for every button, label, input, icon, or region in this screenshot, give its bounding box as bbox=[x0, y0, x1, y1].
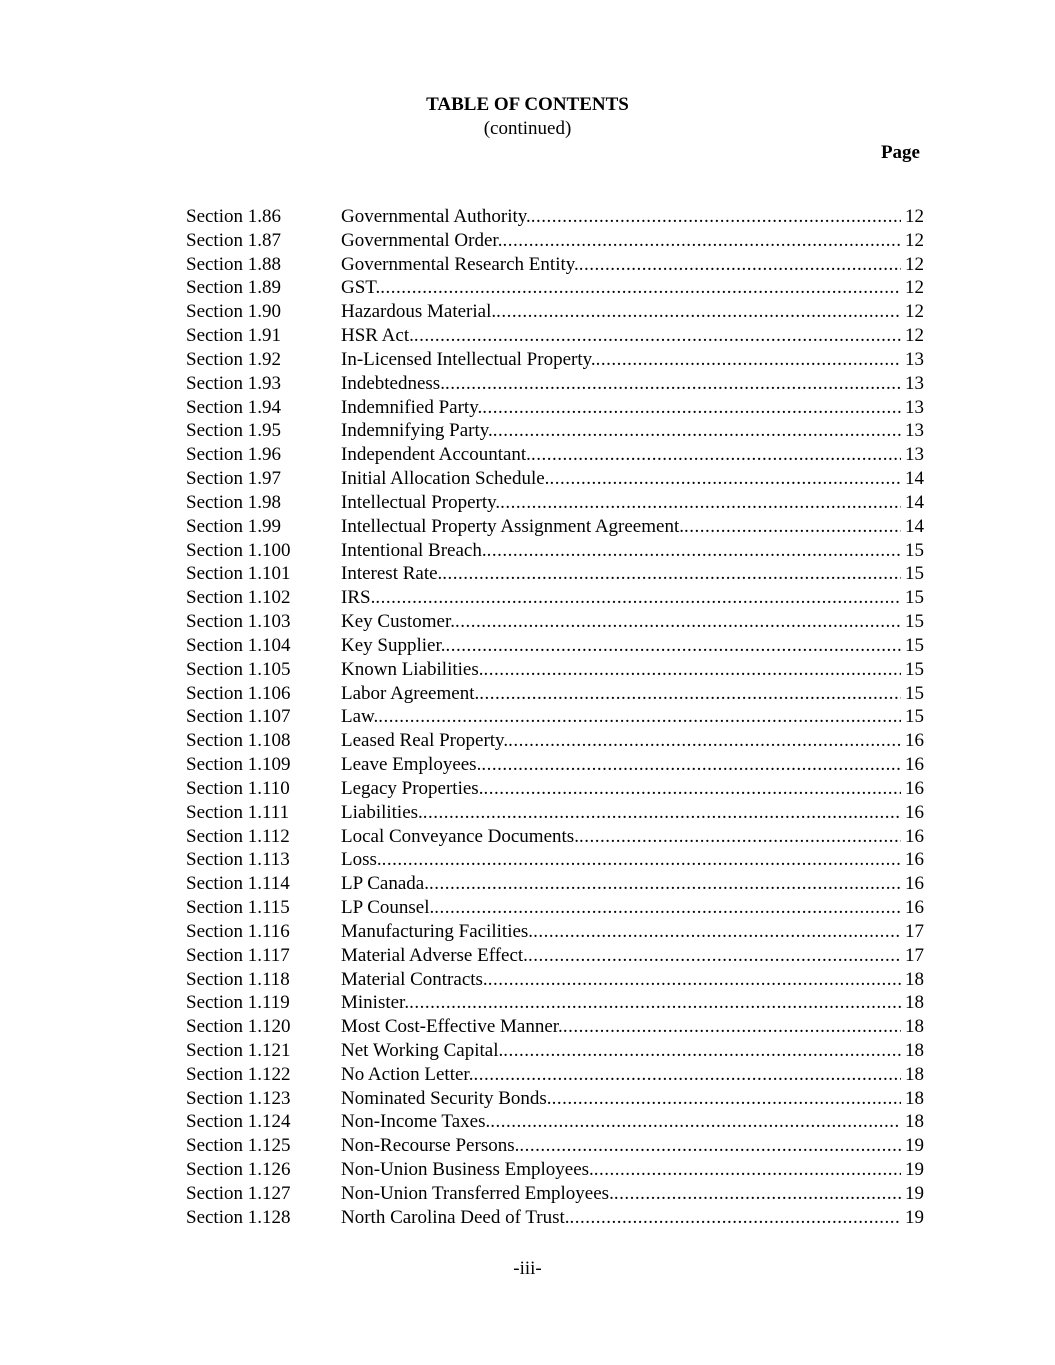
toc-entry-title: GST. bbox=[341, 277, 381, 299]
toc-entry bbox=[186, 1206, 924, 1230]
toc-entry-body bbox=[341, 586, 924, 610]
toc-entry bbox=[186, 348, 924, 372]
toc-page-number: 14 bbox=[905, 491, 924, 513]
toc-entry-title: In-Licensed Intellectual Property. bbox=[341, 348, 596, 370]
toc-section-number: Section 1.100 bbox=[186, 539, 291, 561]
toc-entry bbox=[186, 253, 924, 277]
toc-page-number: 16 bbox=[905, 849, 924, 871]
toc-dot-leader bbox=[483, 777, 901, 801]
toc-dot-leader bbox=[445, 372, 901, 396]
toc-entry-body bbox=[341, 348, 924, 372]
toc-entry-body bbox=[341, 491, 924, 515]
toc-entry-body bbox=[341, 419, 924, 443]
toc-entry bbox=[186, 372, 924, 396]
toc-dot-leader bbox=[570, 1206, 901, 1230]
toc-section-number: Section 1.127 bbox=[186, 1182, 291, 1204]
toc-dot-leader bbox=[502, 229, 901, 253]
toc-entry bbox=[186, 1039, 924, 1063]
toc-page-number: 16 bbox=[905, 730, 924, 752]
toc-entry-body bbox=[341, 872, 924, 896]
toc-entry bbox=[186, 205, 924, 229]
toc-entry-title: Leave Employees. bbox=[341, 754, 482, 776]
toc-entry bbox=[186, 443, 924, 467]
toc-dot-leader bbox=[531, 443, 901, 467]
toc-page-number: 18 bbox=[905, 992, 924, 1014]
toc-entry bbox=[186, 1134, 924, 1158]
toc-entry-title: Minister. bbox=[341, 992, 410, 1014]
toc-entry bbox=[186, 586, 924, 610]
toc-entry-title: Non-Income Taxes. bbox=[341, 1111, 491, 1133]
toc-dot-leader bbox=[382, 848, 901, 872]
toc-page-number: 13 bbox=[905, 372, 924, 394]
toc-entry bbox=[186, 848, 924, 872]
toc-section-number: Section 1.89 bbox=[186, 277, 281, 299]
toc-page-number: 14 bbox=[905, 468, 924, 490]
toc-subtitle: (continued) bbox=[483, 118, 572, 139]
toc-entry-title: Independent Accountant. bbox=[341, 444, 531, 466]
toc-dot-leader bbox=[533, 920, 901, 944]
toc-page-number: 17 bbox=[905, 920, 924, 942]
toc-section-number: Section 1.90 bbox=[186, 301, 281, 323]
toc-entry bbox=[186, 515, 924, 539]
toc-dot-leader bbox=[519, 1134, 901, 1158]
toc-page-number: 13 bbox=[905, 348, 924, 370]
toc-entry-body bbox=[341, 1039, 924, 1063]
toc-entry-body bbox=[341, 658, 924, 682]
toc-section-number: Section 1.111 bbox=[186, 801, 290, 823]
toc-page-number: 13 bbox=[905, 420, 924, 442]
toc-title: TABLE OF CONTENTS bbox=[426, 94, 629, 115]
toc-dot-leader bbox=[579, 253, 901, 277]
toc-entry-body bbox=[341, 396, 924, 420]
toc-section-number: Section 1.102 bbox=[186, 587, 291, 609]
toc-entry-title: HSR Act. bbox=[341, 325, 414, 347]
toc-entry-title: Nominated Security Bonds. bbox=[341, 1087, 552, 1109]
toc-entry-title: Initial Allocation Schedule. bbox=[341, 468, 550, 490]
toc-entry-body bbox=[341, 229, 924, 253]
toc-entry-title: Key Customer. bbox=[341, 611, 455, 633]
toc-entry bbox=[186, 872, 924, 896]
toc-dot-leader bbox=[488, 968, 901, 992]
toc-page-number: 19 bbox=[905, 1159, 924, 1181]
toc-dot-leader bbox=[375, 586, 901, 610]
toc-entry-title: Law. bbox=[341, 706, 379, 728]
toc-page-number: 18 bbox=[905, 1111, 924, 1133]
toc-section-number: Section 1.98 bbox=[186, 491, 281, 513]
toc-section-number: Section 1.110 bbox=[186, 777, 290, 799]
toc-dot-leader bbox=[594, 1158, 901, 1182]
toc-entry-body bbox=[341, 205, 924, 229]
toc-entry-body bbox=[341, 443, 924, 467]
toc-dot-leader bbox=[490, 1110, 901, 1134]
toc-entry-body bbox=[341, 300, 924, 324]
toc-entry bbox=[186, 729, 924, 753]
toc-entry bbox=[186, 991, 924, 1015]
toc-dot-leader bbox=[684, 515, 901, 539]
toc-entry-body bbox=[341, 253, 924, 277]
toc-entry-title: Local Conveyance Documents. bbox=[341, 825, 579, 847]
toc-page-number: 14 bbox=[905, 515, 924, 537]
toc-entry-body bbox=[341, 467, 924, 491]
toc-dot-leader bbox=[479, 682, 901, 706]
toc-section-number: Section 1.92 bbox=[186, 348, 281, 370]
toc-dot-leader bbox=[579, 825, 901, 849]
toc-entry-title: North Carolina Deed of Trust. bbox=[341, 1206, 570, 1228]
toc-entry-body bbox=[341, 1206, 924, 1230]
toc-entry-title: Governmental Research Entity. bbox=[341, 253, 579, 275]
toc-page-number: 15 bbox=[905, 539, 924, 561]
toc-list bbox=[186, 205, 924, 1230]
toc-section-number: Section 1.101 bbox=[186, 563, 291, 585]
page-column-label: Page bbox=[880, 142, 920, 163]
toc-entry bbox=[186, 276, 924, 300]
toc-section-number: Section 1.122 bbox=[186, 1063, 291, 1085]
page-number: -iii- bbox=[513, 1258, 542, 1279]
toc-section-number: Section 1.123 bbox=[186, 1087, 291, 1109]
toc-dot-leader bbox=[380, 276, 901, 300]
toc-page-number: 12 bbox=[905, 206, 924, 227]
toc-page-number: 12 bbox=[905, 301, 924, 323]
toc-page-number: 18 bbox=[905, 1039, 924, 1061]
toc-section-number: Section 1.97 bbox=[186, 468, 281, 490]
toc-page-number: 12 bbox=[905, 229, 924, 251]
toc-dot-leader bbox=[455, 610, 901, 634]
toc-dot-leader bbox=[503, 1039, 901, 1063]
toc-section-number: Section 1.94 bbox=[186, 396, 281, 418]
toc-page-number: 12 bbox=[905, 277, 924, 299]
toc-entry-body bbox=[341, 1134, 924, 1158]
toc-section-number: Section 1.107 bbox=[186, 706, 291, 728]
toc-entry bbox=[186, 1158, 924, 1182]
toc-section-number: Section 1.128 bbox=[186, 1206, 291, 1228]
toc-entry-title: Key Supplier. bbox=[341, 634, 446, 656]
toc-entry-body bbox=[341, 1182, 924, 1206]
toc-page-number: 15 bbox=[905, 658, 924, 680]
toc-dot-leader bbox=[528, 944, 901, 968]
toc-entry bbox=[186, 682, 924, 706]
toc-section-number: Section 1.104 bbox=[186, 634, 291, 656]
toc-page-number: 16 bbox=[905, 754, 924, 776]
toc-page-number: 16 bbox=[905, 825, 924, 847]
toc-entry-title: Indemnified Party. bbox=[341, 396, 483, 418]
toc-page-number: 12 bbox=[905, 325, 924, 347]
toc-entry-title: Non-Union Business Employees. bbox=[341, 1159, 594, 1181]
toc-page-number: 12 bbox=[905, 253, 924, 275]
toc-entry-title: Indemnifying Party. bbox=[341, 420, 493, 442]
toc-entry bbox=[186, 753, 924, 777]
toc-section-number: Section 1.109 bbox=[186, 754, 291, 776]
toc-page-number: 13 bbox=[905, 396, 924, 418]
toc-dot-leader bbox=[414, 324, 901, 348]
toc-entry-title: Loss. bbox=[341, 849, 382, 871]
toc-entry-body bbox=[341, 324, 924, 348]
toc-entry-title: Intellectual Property Assignment Agreement. bbox=[341, 515, 684, 537]
toc-page-number: 18 bbox=[905, 1016, 924, 1038]
toc-entry bbox=[186, 467, 924, 491]
toc-dot-leader bbox=[531, 205, 901, 229]
toc-dot-leader bbox=[446, 634, 902, 658]
toc-page-number: 15 bbox=[905, 563, 924, 585]
toc-entry-body bbox=[341, 539, 924, 563]
toc-section-number: Section 1.87 bbox=[186, 229, 281, 251]
toc-entry-title: No Action Letter. bbox=[341, 1063, 474, 1085]
toc-entry-body bbox=[341, 610, 924, 634]
toc-entry-body bbox=[341, 276, 924, 300]
toc-section-number: Section 1.103 bbox=[186, 611, 291, 633]
toc-page-number: 16 bbox=[905, 801, 924, 823]
toc-entry bbox=[186, 968, 924, 992]
toc-entry-title: Interest Rate. bbox=[341, 563, 443, 585]
toc-entry bbox=[186, 562, 924, 586]
toc-page-number: 18 bbox=[905, 1063, 924, 1085]
toc-entry-body bbox=[341, 1015, 924, 1039]
toc-entry bbox=[186, 300, 924, 324]
toc-entry-title: Material Contracts. bbox=[341, 968, 488, 990]
toc-entry bbox=[186, 920, 924, 944]
toc-page-number: 16 bbox=[905, 777, 924, 799]
toc-entry bbox=[186, 658, 924, 682]
toc-dot-leader bbox=[429, 872, 901, 896]
toc-entry-title: Labor Agreement. bbox=[341, 682, 480, 704]
toc-entry-body bbox=[341, 705, 924, 729]
toc-dot-leader bbox=[563, 1015, 901, 1039]
toc-entry-title: Legacy Properties. bbox=[341, 777, 484, 799]
toc-section-number: Section 1.113 bbox=[186, 849, 290, 871]
toc-dot-leader bbox=[481, 753, 901, 777]
toc-entry-body bbox=[341, 729, 924, 753]
toc-section-number: Section 1.95 bbox=[186, 420, 281, 442]
toc-entry bbox=[186, 1110, 924, 1134]
toc-dot-leader bbox=[549, 467, 901, 491]
toc-entry-body bbox=[341, 1110, 924, 1134]
toc-section-number: Section 1.126 bbox=[186, 1159, 291, 1181]
toc-entry-body bbox=[341, 777, 924, 801]
toc-entry-body bbox=[341, 801, 924, 825]
toc-entry bbox=[186, 634, 924, 658]
toc-section-number: Section 1.86 bbox=[186, 206, 281, 227]
toc-section-number: Section 1.121 bbox=[186, 1039, 291, 1061]
toc-page-number: 16 bbox=[905, 897, 924, 919]
toc-dot-leader bbox=[473, 1063, 901, 1087]
toc-entry-title: Net Working Capital. bbox=[341, 1039, 504, 1061]
toc-entry-body bbox=[341, 1158, 924, 1182]
toc-page-number: 19 bbox=[905, 1182, 924, 1204]
toc-section-number: Section 1.116 bbox=[186, 920, 290, 942]
toc-dot-leader bbox=[508, 729, 901, 753]
toc-entry bbox=[186, 896, 924, 920]
toc-dot-leader bbox=[493, 419, 901, 443]
toc-entry-body bbox=[341, 515, 924, 539]
toc-dot-leader bbox=[409, 991, 901, 1015]
toc-page-number: 13 bbox=[905, 444, 924, 466]
toc-dot-leader bbox=[423, 801, 901, 825]
toc-entry-title: Material Adverse Effect. bbox=[341, 944, 528, 966]
toc-entry-title: Intentional Breach. bbox=[341, 539, 487, 561]
toc-page-number: 15 bbox=[905, 706, 924, 728]
toc-entry-body bbox=[341, 753, 924, 777]
toc-dot-leader bbox=[442, 562, 901, 586]
toc-section-number: Section 1.118 bbox=[186, 968, 290, 990]
toc-entry-title: Governmental Order. bbox=[341, 229, 503, 251]
toc-entry-title: Leased Real Property. bbox=[341, 730, 509, 752]
toc-entry-body bbox=[341, 848, 924, 872]
toc-page-number: 19 bbox=[905, 1135, 924, 1157]
toc-page-number: 15 bbox=[905, 634, 924, 656]
toc-entry-title: Known Liabilities. bbox=[341, 658, 484, 680]
toc-entry bbox=[186, 705, 924, 729]
toc-entry bbox=[186, 944, 924, 968]
toc-dot-leader bbox=[482, 396, 901, 420]
toc-section-number: Section 1.106 bbox=[186, 682, 291, 704]
toc-entry-body bbox=[341, 944, 924, 968]
toc-entry-body bbox=[341, 634, 924, 658]
toc-entry bbox=[186, 1015, 924, 1039]
toc-section-number: Section 1.99 bbox=[186, 515, 281, 537]
toc-entry bbox=[186, 1087, 924, 1111]
toc-entry-title: Governmental Authority. bbox=[341, 206, 531, 227]
toc-entry bbox=[186, 801, 924, 825]
toc-entry-body bbox=[341, 1063, 924, 1087]
toc-entry bbox=[186, 777, 924, 801]
toc-page-number: 19 bbox=[905, 1206, 924, 1228]
toc-dot-leader bbox=[378, 705, 901, 729]
toc-section-number: Section 1.120 bbox=[186, 1016, 291, 1038]
toc-page-number: 15 bbox=[905, 682, 924, 704]
toc-entry bbox=[186, 491, 924, 515]
toc-entry bbox=[186, 539, 924, 563]
toc-entry-body bbox=[341, 825, 924, 849]
toc-dot-leader bbox=[496, 300, 901, 324]
toc-entry-body bbox=[341, 920, 924, 944]
toc-section-number: Section 1.88 bbox=[186, 253, 281, 275]
toc-page-number: 18 bbox=[905, 1087, 924, 1109]
toc-section-number: Section 1.105 bbox=[186, 658, 291, 680]
toc-entry-body bbox=[341, 896, 924, 920]
toc-section-number: Section 1.93 bbox=[186, 372, 281, 394]
toc-entry bbox=[186, 610, 924, 634]
toc-entry-body bbox=[341, 372, 924, 396]
toc-section-number: Section 1.115 bbox=[186, 897, 290, 919]
toc-entry-title: Intellectual Property. bbox=[341, 491, 501, 513]
toc-section-number: Section 1.108 bbox=[186, 730, 291, 752]
toc-page-number: 16 bbox=[905, 873, 924, 895]
toc-entry bbox=[186, 419, 924, 443]
toc-entry-body bbox=[341, 991, 924, 1015]
toc-entry-title: Manufacturing Facilities. bbox=[341, 920, 534, 942]
toc-section-number: Section 1.112 bbox=[186, 825, 290, 847]
toc-entry bbox=[186, 1182, 924, 1206]
toc-entry bbox=[186, 1063, 924, 1087]
toc-entry-title: Liabilities. bbox=[341, 801, 423, 823]
toc-entry-body bbox=[341, 562, 924, 586]
toc-dot-leader bbox=[614, 1182, 901, 1206]
toc-entry bbox=[186, 396, 924, 420]
toc-page-number: 17 bbox=[905, 944, 924, 966]
toc-entry bbox=[186, 825, 924, 849]
toc-entry-title: LP Canada. bbox=[341, 873, 429, 895]
toc-entry-title: IRS. bbox=[341, 587, 376, 609]
toc-dot-leader bbox=[434, 896, 901, 920]
toc-section-number: Section 1.96 bbox=[186, 444, 281, 466]
toc-entry-title: Indebtedness. bbox=[341, 372, 445, 394]
toc-page-number: 15 bbox=[905, 611, 924, 633]
toc-entry bbox=[186, 229, 924, 253]
toc-section-number: Section 1.125 bbox=[186, 1135, 291, 1157]
toc-entry-body bbox=[341, 968, 924, 992]
toc-dot-leader bbox=[487, 539, 901, 563]
toc-entry-title: LP Counsel. bbox=[341, 897, 435, 919]
toc-entry-title: Non-Union Transferred Employees. bbox=[341, 1182, 614, 1204]
toc-dot-leader bbox=[500, 491, 901, 515]
toc-entry-title: Hazardous Material. bbox=[341, 301, 497, 323]
toc-entry bbox=[186, 324, 924, 348]
toc-section-number: Section 1.124 bbox=[186, 1111, 291, 1133]
toc-dot-leader bbox=[596, 348, 901, 372]
toc-section-number: Section 1.91 bbox=[186, 325, 281, 347]
toc-page-number: 15 bbox=[905, 587, 924, 609]
toc-section-number: Section 1.114 bbox=[186, 873, 290, 895]
toc-entry-title: Non-Recourse Persons. bbox=[341, 1135, 520, 1157]
toc-dot-leader bbox=[552, 1087, 901, 1111]
toc-entry-body bbox=[341, 1087, 924, 1111]
toc-entry-body bbox=[341, 682, 924, 706]
toc-entry-title: Most Cost-Effective Manner. bbox=[341, 1016, 563, 1038]
toc-section-number: Section 1.119 bbox=[186, 992, 290, 1014]
toc-dot-leader bbox=[483, 658, 901, 682]
toc-section-number: Section 1.117 bbox=[186, 944, 290, 966]
toc-page-number: 18 bbox=[905, 968, 924, 990]
